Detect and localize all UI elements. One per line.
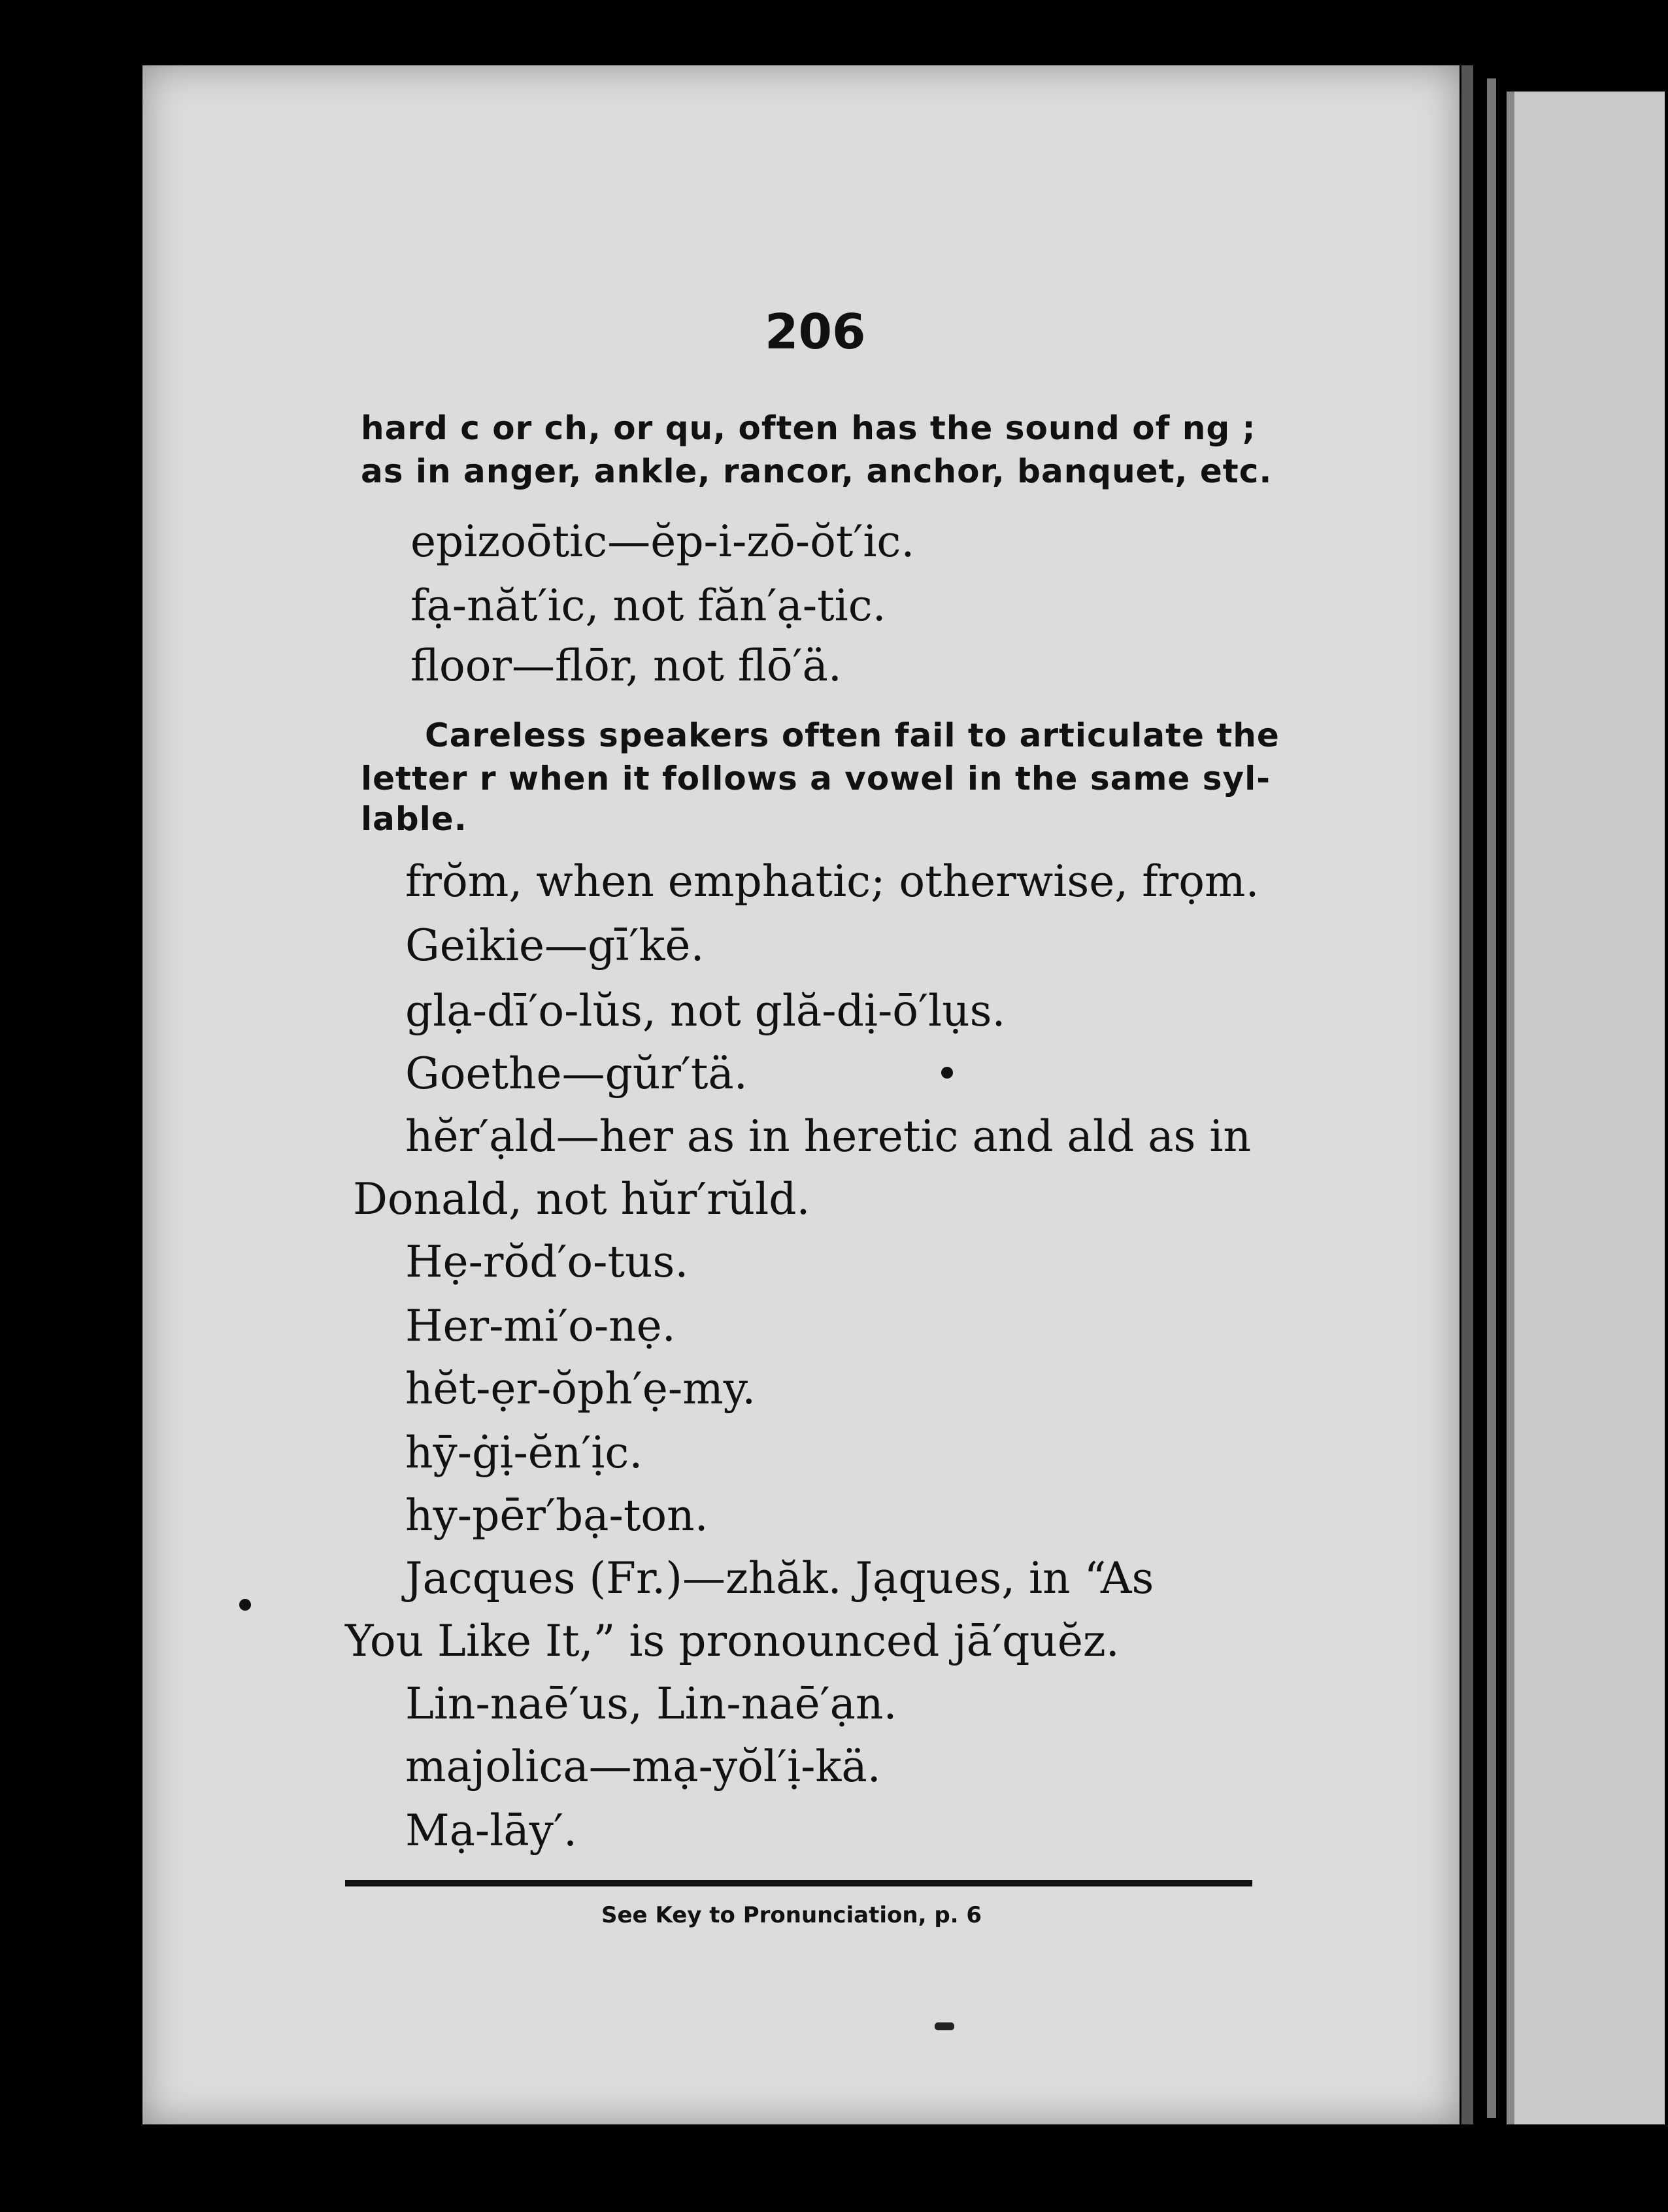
book-gutter-shadow	[1487, 78, 1496, 2118]
entry-line: majolica—mạ-yŏl′ị-kä.	[405, 1741, 881, 1792]
entry-line: Goethe—gŭr′tä.	[405, 1048, 748, 1099]
page-number: 206	[765, 304, 866, 360]
note-line: letter r when it follows a vowel in the same syl-	[361, 760, 1271, 797]
entry-line: Mạ-lāy′.	[405, 1805, 577, 1856]
facing-page-edge	[1507, 92, 1665, 2124]
entry-line: fạ-năt′ic, not făn′ạ-tic.	[410, 580, 886, 631]
book-gutter	[1461, 65, 1473, 2124]
note-line: as in anger, ankle, rancor, anchor, banquet, etc.	[361, 452, 1273, 490]
entry-line: glạ-dī′o-lŭs, not glă-dị-ō′lụs.	[405, 986, 1006, 1036]
note-line: Careless speakers often fail to articulate the	[425, 716, 1280, 754]
note-line: lable.	[361, 800, 467, 838]
entry-line: floor—flōr, not flō′ä.	[410, 641, 842, 691]
entry-line: You Like It,” is pronounced jā′quĕz.	[345, 1616, 1120, 1666]
ink-mark	[935, 2022, 954, 2030]
entry-line: Donald, not hŭr′rŭld.	[353, 1174, 810, 1224]
entry-line: hȳ-ġị-ĕn′ịc.	[405, 1428, 643, 1478]
entry-line: frŏm, when emphatic; otherwise, frọm.	[405, 856, 1259, 907]
entry-line: hĕt-ẹr-ŏph′ẹ-my.	[405, 1364, 756, 1414]
entry-line: Lin-naē′us, Lin-naē′ạn.	[405, 1679, 897, 1729]
footer-note: See Key to Pronunciation, p. 6	[601, 1902, 982, 1928]
footer-rule	[345, 1880, 1252, 1886]
entry-line: Her-mi′o-nẹ.	[405, 1301, 676, 1351]
entry-line: epizoōtic—ĕp-i-zō-ŏt′ic.	[410, 516, 915, 567]
entry-line: Geikie—gī′kē.	[405, 920, 705, 971]
book-page	[142, 65, 1460, 2124]
note-line: hard c or ch, or qu, often has the sound of ng ;	[361, 409, 1256, 447]
entry-line: hĕr′ạld—her as in heretic and ald as in	[405, 1111, 1252, 1162]
entry-line: Jacques (Fr.)—zhăk. Jạques, in “As	[405, 1553, 1154, 1603]
ink-speck	[239, 1599, 251, 1611]
entry-line: Hẹ-rŏd′o-tus.	[405, 1237, 689, 1287]
ink-speck	[941, 1067, 953, 1079]
entry-line: hy-pēr′bạ-ton.	[405, 1490, 709, 1541]
